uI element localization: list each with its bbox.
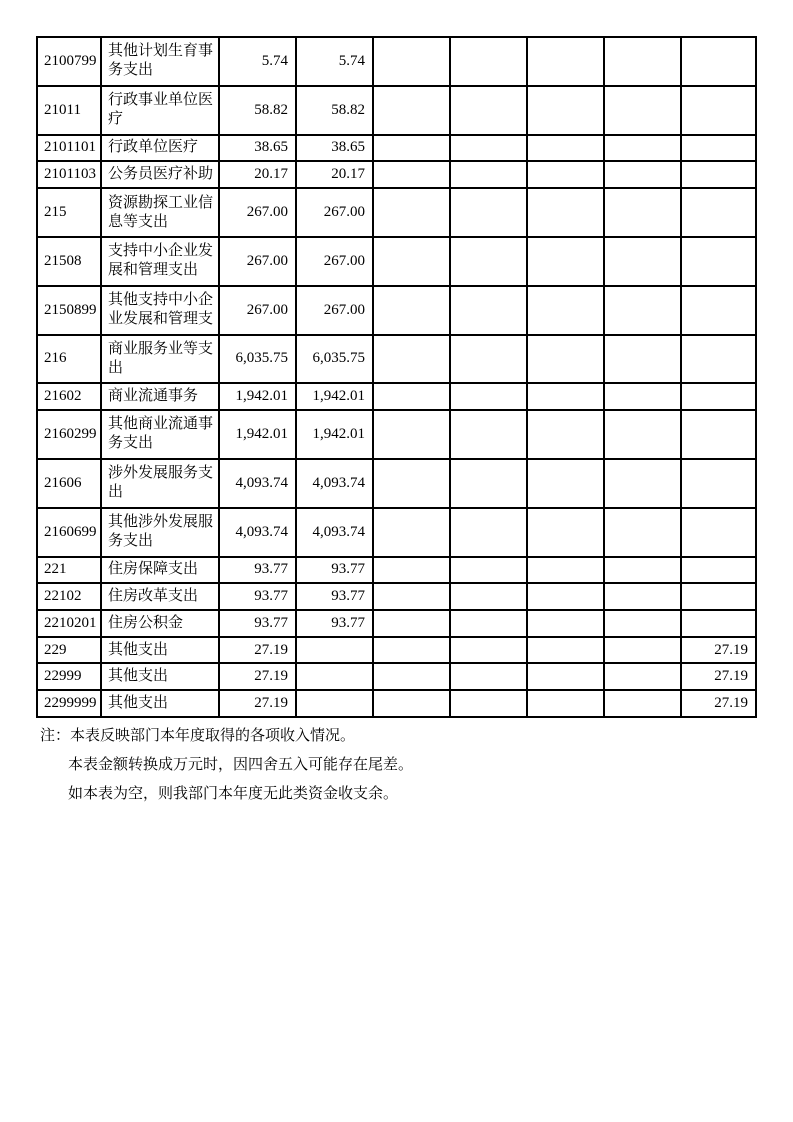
amount-b-cell: 267.00: [296, 188, 373, 237]
table-row: [37, 188, 756, 237]
amount-b-cell: 1,942.01: [296, 383, 373, 410]
blank-3-cell: [527, 383, 604, 410]
blank-4-cell: [604, 237, 681, 286]
blank-2-cell: [450, 335, 527, 384]
amount-a-cell: 267.00: [219, 286, 296, 335]
item-name-cell: 其他涉外发展服务支出: [101, 508, 219, 557]
amount-a-cell: 93.77: [219, 583, 296, 610]
code-cell: 2101103: [37, 161, 101, 188]
code-cell: 2101101: [37, 135, 101, 162]
item-name-cell: 其他支出: [101, 690, 219, 717]
blank-1-cell: [373, 459, 450, 508]
blank-1-cell: [373, 135, 450, 162]
table-row: [37, 508, 756, 557]
item-name-cell: 行政单位医疗: [101, 135, 219, 162]
table-row: [37, 557, 756, 584]
blank-3-cell: [527, 161, 604, 188]
amount-a-cell: 1,942.01: [219, 410, 296, 459]
item-name-cell: 支持中小企业发展和管理支出: [101, 237, 219, 286]
amount-c-cell: [681, 135, 756, 162]
blank-3-cell: [527, 410, 604, 459]
blank-2-cell: [450, 508, 527, 557]
code-cell: 229: [37, 637, 101, 664]
amount-b-cell: [296, 637, 373, 664]
code-cell: 215: [37, 188, 101, 237]
blank-4-cell: [604, 459, 681, 508]
table-row: [37, 690, 756, 717]
blank-1-cell: [373, 383, 450, 410]
blank-1-cell: [373, 690, 450, 717]
amount-a-cell: 6,035.75: [219, 335, 296, 384]
blank-3-cell: [527, 690, 604, 717]
blank-1-cell: [373, 410, 450, 459]
item-name-cell: 其他商业流通事务支出: [101, 410, 219, 459]
code-cell: 2100799: [37, 37, 101, 86]
blank-1-cell: [373, 610, 450, 637]
item-name-cell: 商业流通事务: [101, 383, 219, 410]
table-row: [37, 383, 756, 410]
blank-3-cell: [527, 508, 604, 557]
amount-a-cell: 20.17: [219, 161, 296, 188]
amount-a-cell: 27.19: [219, 663, 296, 690]
code-cell: 22999: [37, 663, 101, 690]
amount-c-cell: [681, 583, 756, 610]
table-row: [37, 410, 756, 459]
blank-3-cell: [527, 237, 604, 286]
amount-c-cell: [681, 335, 756, 384]
note-line-1: [40, 728, 413, 757]
table-row: [37, 286, 756, 335]
table-row: [37, 237, 756, 286]
blank-2-cell: [450, 188, 527, 237]
amount-c-cell: [681, 557, 756, 584]
amount-b-cell: 5.74: [296, 37, 373, 86]
item-name-cell: 资源勘探工业信息等支出: [101, 188, 219, 237]
amount-a-cell: 4,093.74: [219, 459, 296, 508]
code-cell: 2150899: [37, 286, 101, 335]
code-cell: 22102: [37, 583, 101, 610]
table-row: [37, 459, 756, 508]
expenditure-table-body: [37, 37, 756, 717]
blank-2-cell: [450, 690, 527, 717]
blank-2-cell: [450, 410, 527, 459]
amount-a-cell: 38.65: [219, 135, 296, 162]
table-row: [37, 663, 756, 690]
table-row: [37, 637, 756, 664]
blank-1-cell: [373, 508, 450, 557]
blank-2-cell: [450, 161, 527, 188]
blank-4-cell: [604, 383, 681, 410]
blank-3-cell: [527, 663, 604, 690]
table-row: [37, 37, 756, 86]
code-cell: 2299999: [37, 690, 101, 717]
amount-b-cell: 93.77: [296, 610, 373, 637]
code-cell: 216: [37, 335, 101, 384]
code-cell: 2160699: [37, 508, 101, 557]
blank-3-cell: [527, 37, 604, 86]
amount-c-cell: [681, 410, 756, 459]
blank-2-cell: [450, 286, 527, 335]
blank-2-cell: [450, 610, 527, 637]
item-name-cell: 涉外发展服务支出: [101, 459, 219, 508]
blank-3-cell: [527, 637, 604, 664]
note-label: 注：: [40, 728, 71, 744]
blank-4-cell: [604, 188, 681, 237]
blank-3-cell: [527, 459, 604, 508]
blank-2-cell: [450, 86, 527, 135]
amount-a-cell: 93.77: [219, 610, 296, 637]
amount-a-cell: 93.77: [219, 557, 296, 584]
amount-a-cell: 5.74: [219, 37, 296, 86]
code-cell: 21508: [37, 237, 101, 286]
item-name-cell: 住房改革支出: [101, 583, 219, 610]
blank-3-cell: [527, 286, 604, 335]
item-name-cell: 商业服务业等支出: [101, 335, 219, 384]
blank-1-cell: [373, 335, 450, 384]
blank-2-cell: [450, 135, 527, 162]
amount-a-cell: 267.00: [219, 237, 296, 286]
blank-2-cell: [450, 583, 527, 610]
amount-c-cell: 27.19: [681, 690, 756, 717]
blank-4-cell: [604, 583, 681, 610]
blank-3-cell: [527, 135, 604, 162]
code-cell: 2160299: [37, 410, 101, 459]
blank-4-cell: [604, 161, 681, 188]
table-row: [37, 86, 756, 135]
blank-1-cell: [373, 663, 450, 690]
blank-1-cell: [373, 583, 450, 610]
blank-3-cell: [527, 335, 604, 384]
amount-a-cell: 1,942.01: [219, 383, 296, 410]
note-line-2: 本表金额转换成万元时，因四舍五入可能存在尾差。: [68, 757, 414, 773]
amount-b-cell: 267.00: [296, 286, 373, 335]
item-name-cell: 其他支持中小企业发展和管理支: [101, 286, 219, 335]
blank-2-cell: [450, 383, 527, 410]
amount-c-cell: [681, 286, 756, 335]
amount-b-cell: 4,093.74: [296, 459, 373, 508]
amount-b-cell: 1,942.01: [296, 410, 373, 459]
blank-1-cell: [373, 37, 450, 86]
table-notes: [40, 728, 413, 815]
blank-3-cell: [527, 610, 604, 637]
blank-1-cell: [373, 237, 450, 286]
item-name-cell: 住房保障支出: [101, 557, 219, 584]
amount-b-cell: 20.17: [296, 161, 373, 188]
blank-1-cell: [373, 161, 450, 188]
code-cell: 2210201: [37, 610, 101, 637]
amount-b-cell: 6,035.75: [296, 335, 373, 384]
blank-3-cell: [527, 557, 604, 584]
expenditure-table: [36, 36, 757, 718]
amount-b-cell: [296, 690, 373, 717]
note-line-3: 如本表为空，则我部门本年度无此类资金收支余。: [68, 786, 399, 802]
item-name-cell: 住房公积金: [101, 610, 219, 637]
amount-b-cell: [296, 663, 373, 690]
amount-c-cell: [681, 161, 756, 188]
blank-4-cell: [604, 335, 681, 384]
item-name-cell: 其他支出: [101, 663, 219, 690]
amount-b-cell: 58.82: [296, 86, 373, 135]
blank-2-cell: [450, 459, 527, 508]
amount-a-cell: 27.19: [219, 690, 296, 717]
blank-1-cell: [373, 637, 450, 664]
blank-4-cell: [604, 410, 681, 459]
amount-c-cell: [681, 188, 756, 237]
amount-a-cell: 58.82: [219, 86, 296, 135]
note-text-1: 本表反映部门本年度取得的各项收入情况。: [70, 728, 356, 744]
amount-c-cell: 27.19: [681, 663, 756, 690]
blank-4-cell: [604, 286, 681, 335]
blank-1-cell: [373, 188, 450, 237]
blank-4-cell: [604, 557, 681, 584]
blank-3-cell: [527, 583, 604, 610]
amount-c-cell: [681, 508, 756, 557]
blank-2-cell: [450, 37, 527, 86]
blank-1-cell: [373, 286, 450, 335]
blank-3-cell: [527, 188, 604, 237]
table-row: [37, 135, 756, 162]
item-name-cell: 公务员医疗补助: [101, 161, 219, 188]
amount-c-cell: [681, 459, 756, 508]
blank-4-cell: [604, 37, 681, 86]
amount-c-cell: 27.19: [681, 637, 756, 664]
amount-a-cell: 267.00: [219, 188, 296, 237]
amount-a-cell: 27.19: [219, 637, 296, 664]
blank-4-cell: [604, 690, 681, 717]
blank-4-cell: [604, 86, 681, 135]
blank-4-cell: [604, 508, 681, 557]
amount-b-cell: 4,093.74: [296, 508, 373, 557]
blank-2-cell: [450, 237, 527, 286]
table-row: [37, 610, 756, 637]
blank-2-cell: [450, 637, 527, 664]
blank-2-cell: [450, 663, 527, 690]
amount-c-cell: [681, 610, 756, 637]
blank-1-cell: [373, 86, 450, 135]
code-cell: 21602: [37, 383, 101, 410]
amount-b-cell: 93.77: [296, 583, 373, 610]
code-cell: 21011: [37, 86, 101, 135]
blank-4-cell: [604, 135, 681, 162]
blank-3-cell: [527, 86, 604, 135]
blank-2-cell: [450, 557, 527, 584]
amount-b-cell: 93.77: [296, 557, 373, 584]
table-row: [37, 335, 756, 384]
amount-b-cell: 267.00: [296, 237, 373, 286]
table-row: [37, 583, 756, 610]
blank-4-cell: [604, 637, 681, 664]
item-name-cell: 行政事业单位医疗: [101, 86, 219, 135]
amount-c-cell: [681, 383, 756, 410]
amount-c-cell: [681, 237, 756, 286]
blank-4-cell: [604, 663, 681, 690]
amount-c-cell: [681, 86, 756, 135]
amount-c-cell: [681, 37, 756, 86]
code-cell: 221: [37, 557, 101, 584]
blank-1-cell: [373, 557, 450, 584]
blank-4-cell: [604, 610, 681, 637]
item-name-cell: 其他支出: [101, 637, 219, 664]
item-name-cell: 其他计划生育事务支出: [101, 37, 219, 86]
amount-b-cell: 38.65: [296, 135, 373, 162]
amount-a-cell: 4,093.74: [219, 508, 296, 557]
code-cell: 21606: [37, 459, 101, 508]
table-row: [37, 161, 756, 188]
